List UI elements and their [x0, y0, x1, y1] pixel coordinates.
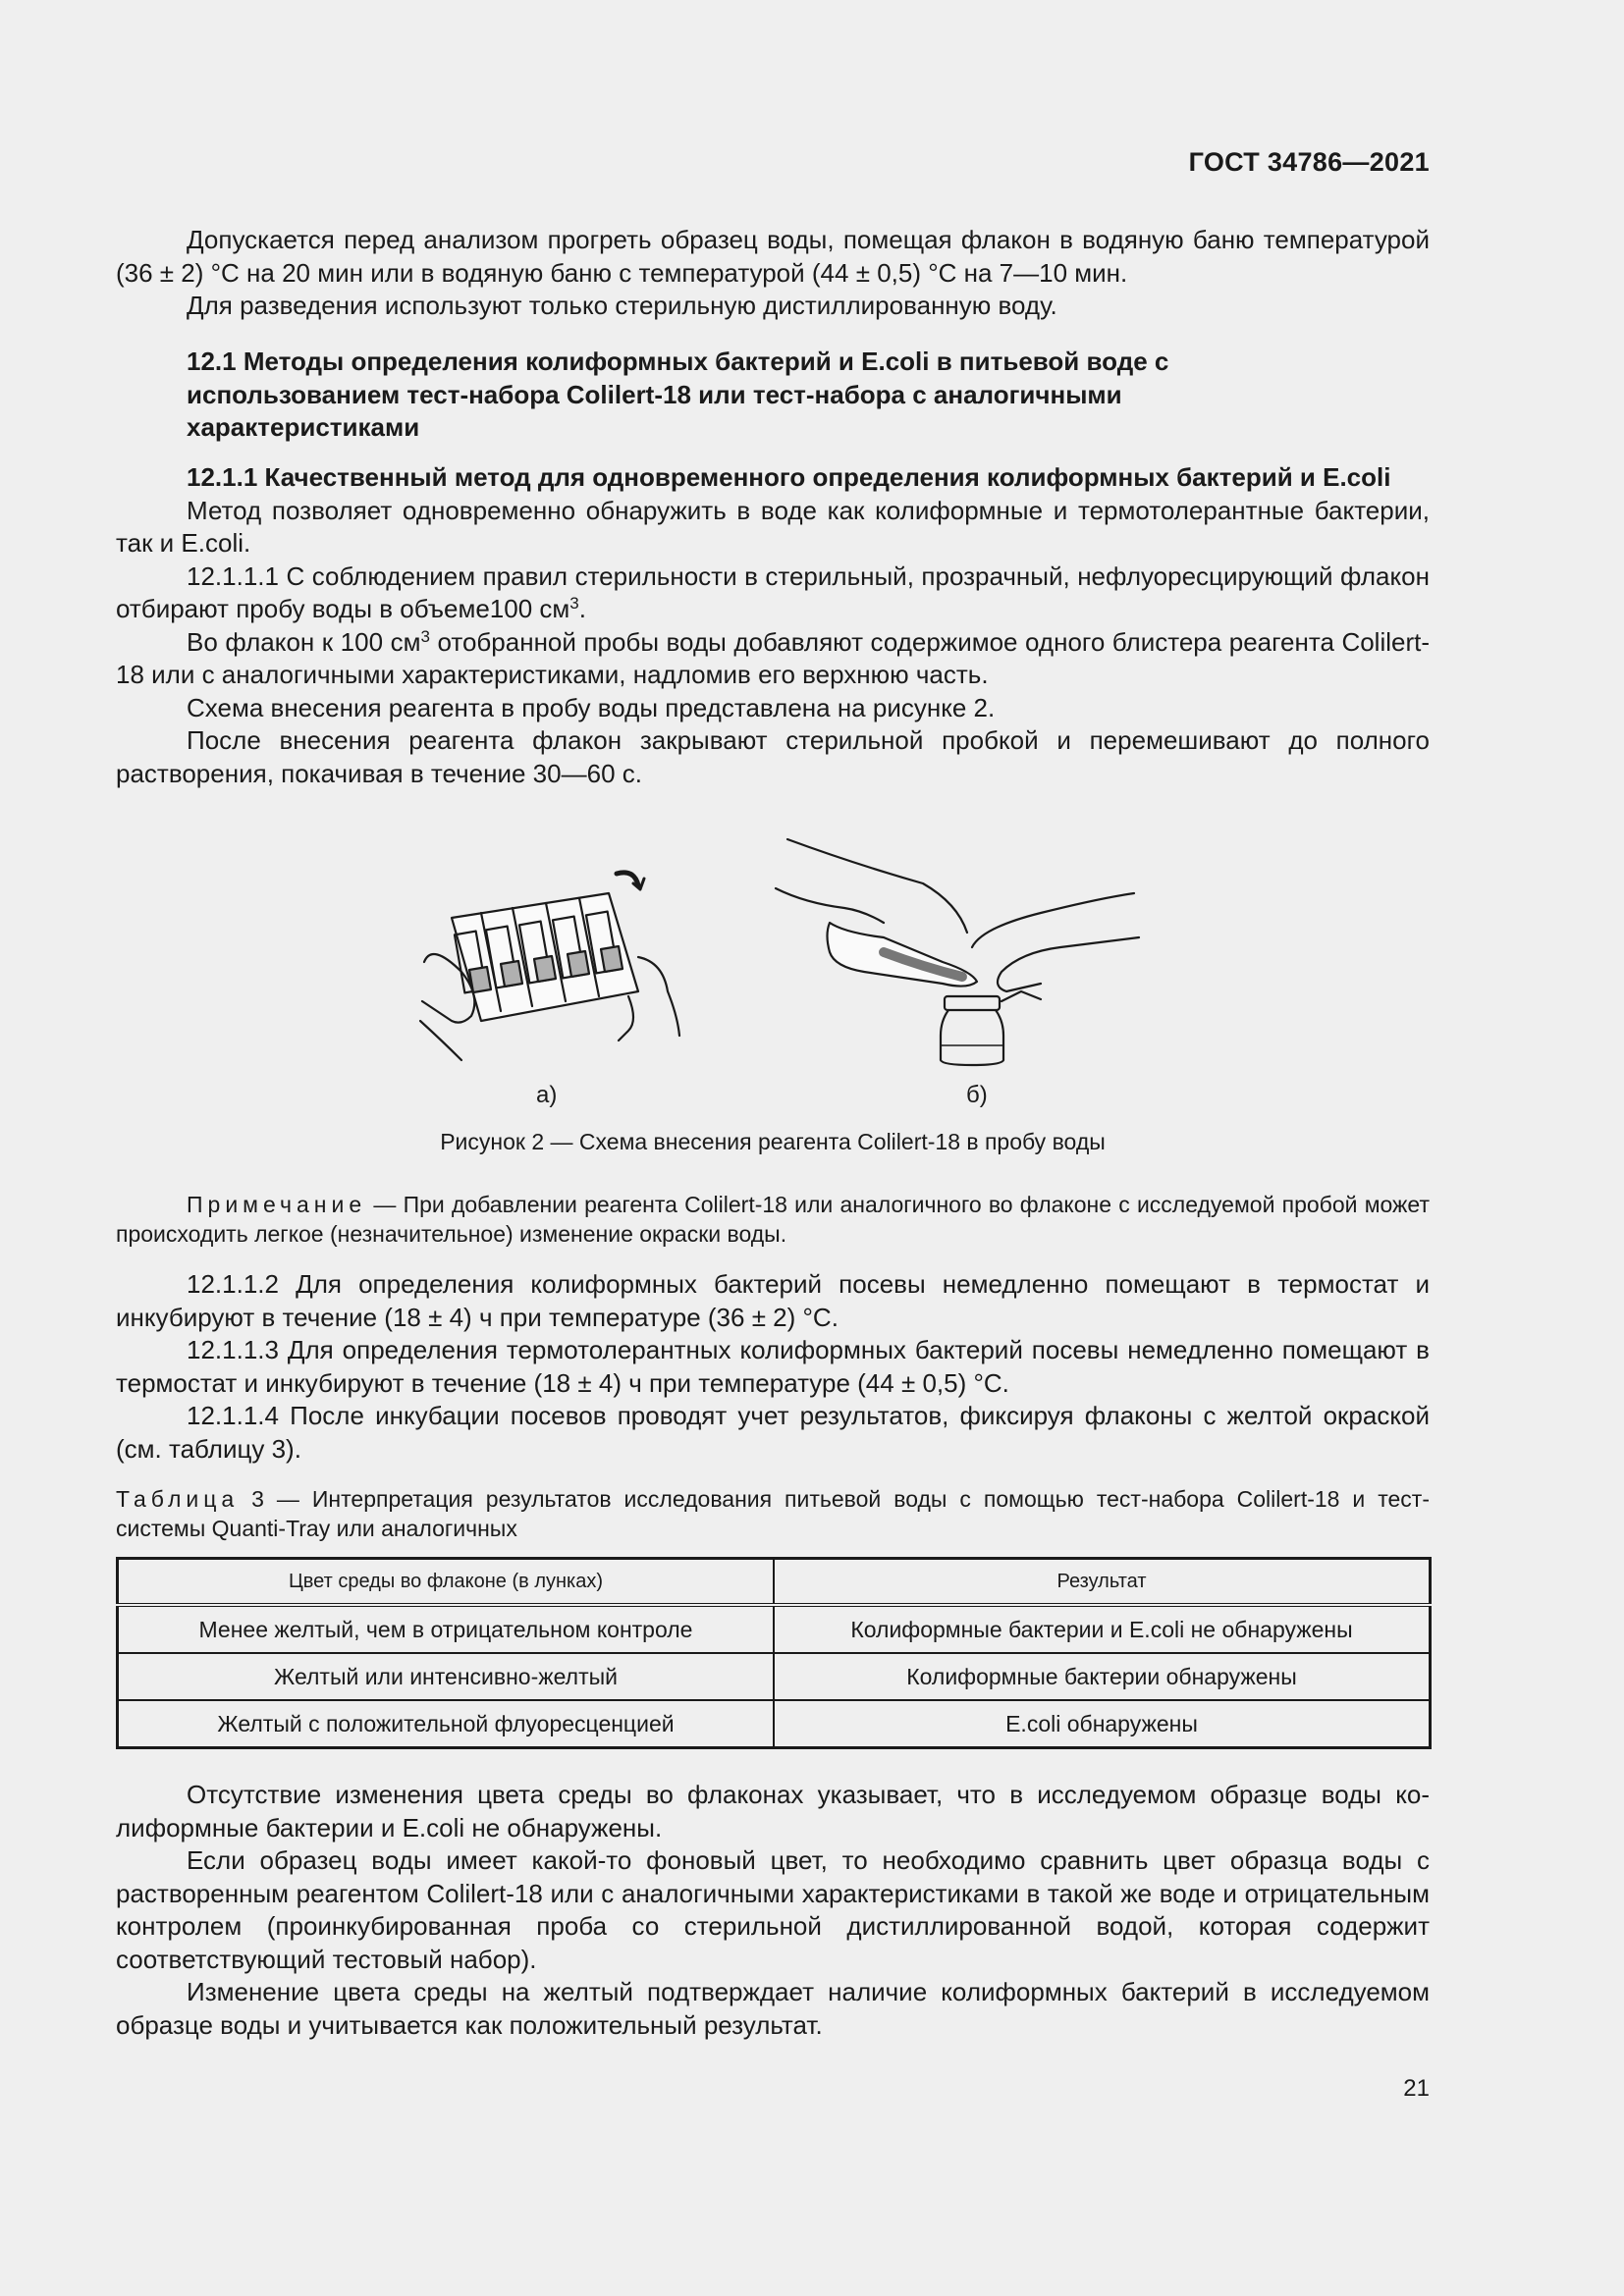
section-paragraph-3: Во флакон к 100 $см^3$ отобранной пробы воды добавляют содержимое одного блистера реагента Colilert-18 или с аналогичными характеристиками, надломив его верхнюю часть.: [116, 626, 1431, 689]
section-paragraph-1: Метод позволяет одновременно обнаружить в воде как колиформные и термотолерантные бактерии, так и E.coli.: [116, 495, 1430, 558]
section-paragraph-5: После внесения реагента флакон закрывают стерильной пробкой и перемешивают до полного растворения, покачивая в течение 30—60 с.: [116, 725, 1430, 788]
table-row: [118, 1700, 1431, 1748]
steps-block: [116, 1268, 1430, 1466]
note-prefix: Примечание: [187, 1192, 367, 1217]
intro-block: [116, 224, 1430, 323]
section-heading-block: [116, 346, 1333, 445]
table-title-prefix: Таблица: [116, 1486, 240, 1512]
section-body: [116, 461, 1430, 790]
table-cell: Колиформные бактерии обнаружены: [774, 1653, 1431, 1700]
table-cell: Желтый или интенсивно-желтый: [118, 1653, 775, 1700]
intro-paragraph-2: Для разведения используют только стерильную дистиллированную воду.: [187, 291, 1057, 320]
note-block: [116, 1190, 1430, 1249]
table-title: [116, 1484, 1430, 1543]
figure-label-b: б): [966, 1082, 988, 1108]
note-text: — При добавлении реагента Colilert-18 или аналогичного во флаконе с исследуемой пробой может происходить легкое (незначительное) изменение окраски воды.: [116, 1192, 1430, 1247]
table-cell: E.coli обнаружены: [774, 1700, 1431, 1748]
figure-label-a: а): [536, 1082, 558, 1108]
figure-2-illustration: [0, 825, 1624, 1070]
table-cell: Менее желтый, чем в отрицательном контроле: [118, 1605, 775, 1653]
after-paragraph-2: Если образец воды имеет какой-то фоновый цвет, то необходимо сравнить цвет образца воды с растворенным реагентом Colilert-18 или с аналогичными характеристиками в такой же воде и отрицательным контролем (проинкубированная проба со стерильной дистиллированной водой, которая содержит соответствующий тестовый набор).: [116, 1845, 1430, 1974]
results-table: [116, 1557, 1432, 1749]
step-12-1-1-4: 12.1.1.4 После инкубации посевов проводят учет результатов, фиксируя флаконы с желтой окраской (см. таблицу 3).: [116, 1401, 1430, 1464]
table-cell: Колиформные бактерии и E.coli не обнаружены: [774, 1605, 1431, 1653]
figure-caption: Рисунок 2 — Схема внесения реагента Colilert-18 в пробу воды: [440, 1129, 1106, 1154]
after-paragraph-1: Отсутствие изменения цвета среды во флаконах указывает, что в исследуемом образце воды колиформные бактерии и E.coli не обнаружены.: [116, 1780, 1430, 1842]
table-header-color: Цвет среды во флаконе (в лунках): [118, 1559, 775, 1606]
table-title-text: 3 — Интерпретация результатов исследования питьевой воды с помощью тест-набора Colilert-18 и тест-системы Quanti-Tray или аналогичных: [116, 1486, 1430, 1541]
results-interpretation-block: [116, 1779, 1430, 2042]
step-12-1-1-2: 12.1.1.2 Для определения колиформных бактерий посевы немедленно помещают в термостат и инкубируют в течение (18 ± 4) ч при температуре (36 ± 2) °С.: [116, 1269, 1430, 1332]
section-title: 12.1 Методы определения колиформных бактерий и E.coli в питьевой воде с использованием тест-набора Colilert-18 или тест-набора с аналогичными характеристиками: [187, 347, 1169, 442]
subsection-title: 12.1.1 Качественный метод для одновременного определения колиформных бактерий и E.coli: [187, 462, 1391, 492]
page-number: 21: [1403, 2075, 1430, 2102]
section-paragraph-2: 12.1.1.1 С соблюдением правил стерильности в стерильный, прозрачный, нефлуоресцирующий флакон отбирают пробу воды в объеме100 $см^3$.: [116, 561, 1430, 623]
section-paragraph-4: Схема внесения реагента в пробу воды представлена на рисунке 2.: [187, 692, 996, 722]
after-paragraph-3: Изменение цвета среды на желтый подтверждает наличие колиформных бактерий в исследуемом образце воды и учитывается как положительный результат.: [116, 1977, 1430, 2040]
table-header-row: [118, 1559, 1431, 1606]
reagent-pouring-drawing: [776, 839, 1139, 1065]
table-cell: Желтый с положительной флуоресценцией: [118, 1700, 775, 1748]
table-header-result: Результат: [774, 1559, 1431, 1606]
intro-paragraph-1: Допускается перед анализом прогреть образец воды, помещая флакон в водяную баню температурой (36 ± 2) °С на 20 мин или в водяную баню с температурой (44 ± 0,5) °С на 7—10 мин.: [116, 225, 1430, 288]
step-12-1-1-3: 12.1.1.3 Для определения термотолерантных колиформных бактерий посевы немедленно помещают в термостат и инкубируют в течение (18 ± 4) ч при температуре (44 ± 0,5) °С.: [116, 1335, 1430, 1398]
table-row: [118, 1653, 1431, 1700]
standard-number: ГОСТ 34786—2021: [1188, 147, 1430, 177]
blister-strip-drawing: [420, 873, 679, 1060]
table-row: [118, 1605, 1431, 1653]
